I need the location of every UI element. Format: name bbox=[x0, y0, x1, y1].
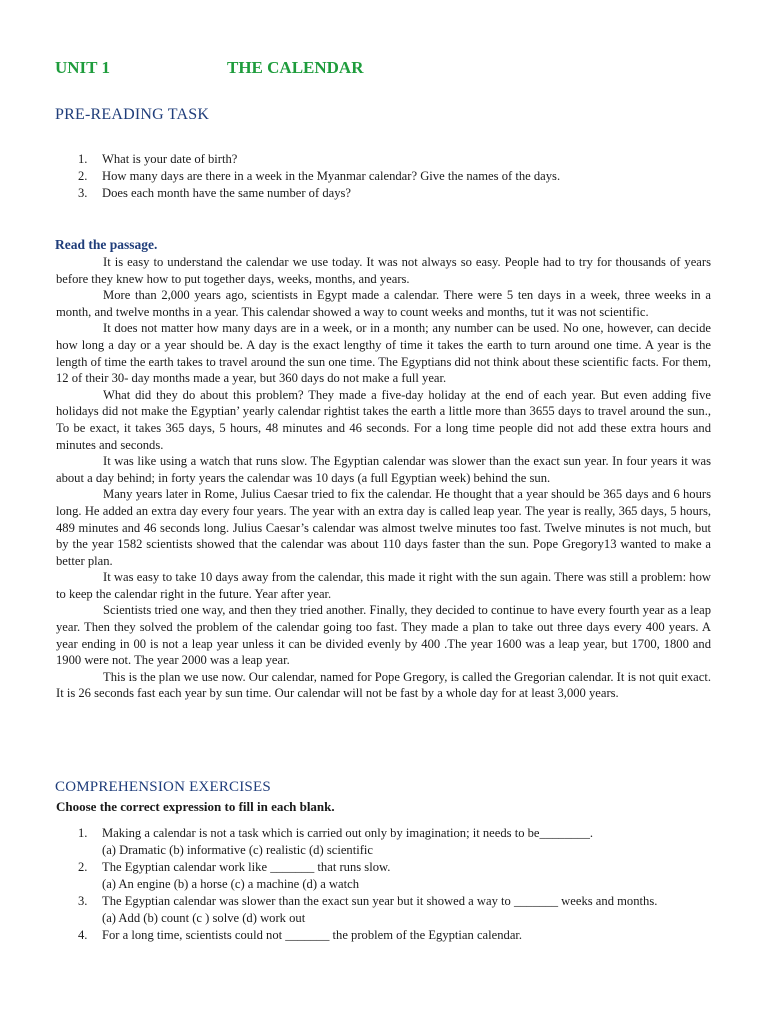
question-number: 3. bbox=[78, 186, 88, 200]
prereading-question bbox=[78, 168, 718, 185]
prereading-question-list bbox=[78, 151, 718, 202]
exercise-number: 3. bbox=[78, 894, 88, 908]
exercise-list bbox=[78, 825, 712, 944]
prereading-heading: PRE-READING TASK bbox=[55, 106, 210, 123]
exercise-question: Making a calendar is not a task which is carried out only by imagination; it needs to be________. bbox=[102, 826, 594, 840]
passage-paragraph: It is easy to understand the calendar we use today. It was not always so easy. People had to try for thousands of years before they knew how to put together days, weeks, months, and years. bbox=[56, 255, 711, 286]
passage-paragraph: It was easy to take 10 days away from the calendar, this made it right with the sun again. There was still a problem: how to keep the calendar right in the future. Year after year. bbox=[56, 570, 711, 601]
unit-title: THE CALENDAR bbox=[227, 58, 364, 77]
passage-paragraph: Scientists tried one way, and then they tried another. Finally, they decided to continue to have every fourth year as a leap year. Then they solved the problem of the calendar going too fast. They made a plan to take out three days every 400 years. A year ending in 00 is not a leap year unless it can be divided evenly by 400 .The year 1600 was a leap year, but 1700, 1800 and 1900 were not. The year 2000 was a leap year. bbox=[56, 603, 711, 668]
passage-paragraph: More than 2,000 years ago, scientists in Egypt made a calendar. There were 5 ten days in a week, three weeks in a month, and twelve months in a year. This calendar showed a way to count weeks and months, tut it was not scientific. bbox=[56, 288, 711, 319]
exercise-item bbox=[78, 927, 712, 944]
exercise-item bbox=[78, 893, 712, 927]
prereading-question bbox=[78, 185, 718, 202]
exercise-options: (a) Add (b) count (c ) solve (d) work out bbox=[102, 911, 306, 925]
unit-heading bbox=[55, 58, 715, 80]
exercise-item bbox=[78, 825, 712, 859]
reading-passage bbox=[56, 254, 711, 702]
exercise-options: (a) Dramatic (b) informative (c) realistic (d) scientific bbox=[102, 843, 373, 857]
exercise-number: 4. bbox=[78, 928, 88, 942]
prereading-question bbox=[78, 151, 718, 168]
exercise-question: For a long time, scientists could not _______ the problem of the Egyptian calendar. bbox=[102, 928, 523, 942]
comprehension-instruction: Choose the correct expression to fill in each blank. bbox=[56, 799, 335, 814]
exercise-item bbox=[78, 859, 712, 893]
question-text: Does each month have the same number of days? bbox=[102, 186, 351, 200]
read-passage-heading: Read the passage. bbox=[55, 237, 158, 252]
question-text: What is your date of birth? bbox=[102, 152, 238, 166]
passage-paragraph: Many years later in Rome, Julius Caesar tried to fix the calendar. He thought that a year should be 365 days and 6 hours long. He added an extra day every four years. The year with an extra day is called leap year. The year is really, 365 days, 5 hours, 489 minutes and 46 seconds long. Julius Caesar’s calendar was almost twelve minutes too fast. Twelve minutes is not much, but by the year 1582 scientists showed that the calendar was about 110 days faster than the sun. Pope Gregory13 wanted to make a better plan. bbox=[56, 487, 711, 568]
passage-paragraph: It was like using a watch that runs slow. The Egyptian calendar was slower than the exact sun year. In four years it was about a day behind; in forty years the calendar was 10 days (a full Egyptian week) behind the sun. bbox=[56, 454, 711, 485]
passage-paragraph: What did they do about this problem? They made a five-day holiday at the end of each year. But even adding five holidays did not make the Egyptian’ yearly calendar rightist takes the earth a little more than 3655 days to travel around the sun., To be exact, it takes 365 days, 5 hours, 48 minutes and 46 seconds. For a long time people did not add these extra hours and minutes and seconds. bbox=[56, 387, 711, 452]
exercise-question: The Egyptian calendar work like _______ that runs slow. bbox=[102, 860, 391, 874]
exercise-question: The Egyptian calendar was slower than the exact sun year but it showed a way to _______ weeks and months. bbox=[102, 894, 658, 908]
question-number: 2. bbox=[78, 169, 88, 183]
comprehension-heading: COMPREHENSION EXERCISES bbox=[55, 779, 271, 795]
exercise-options: (a) An engine (b) a horse (c) a machine (d) a watch bbox=[102, 877, 359, 891]
exercise-number: 1. bbox=[78, 826, 88, 840]
question-text: How many days are there in a week in the Myanmar calendar? Give the names of the days. bbox=[102, 169, 561, 183]
unit-number: UNIT 1 bbox=[55, 58, 110, 77]
passage-paragraph: This is the plan we use now. Our calendar, named for Pope Gregory, is called the Gregorian calendar. It is not quit exact. It is 26 seconds fast each year by sun time. Our calendar will not be fast by a whole day for at least 3,000 years. bbox=[56, 669, 711, 701]
passage-paragraph: It does not matter how many days are in a week, or in a month; any number can be used. No one, however, can decide how long a day or a year should be. A day is the exact lengthy of time it takes the earth to turn around one time. A year is the length of time the earth takes to travel around the sun one time. The Egyptians did not think about these scientific facts. For them, 12 of their 30- day months made a year, but 360 days do not make a full year. bbox=[56, 321, 711, 386]
exercise-number: 2. bbox=[78, 860, 88, 874]
question-number: 1. bbox=[78, 152, 88, 166]
